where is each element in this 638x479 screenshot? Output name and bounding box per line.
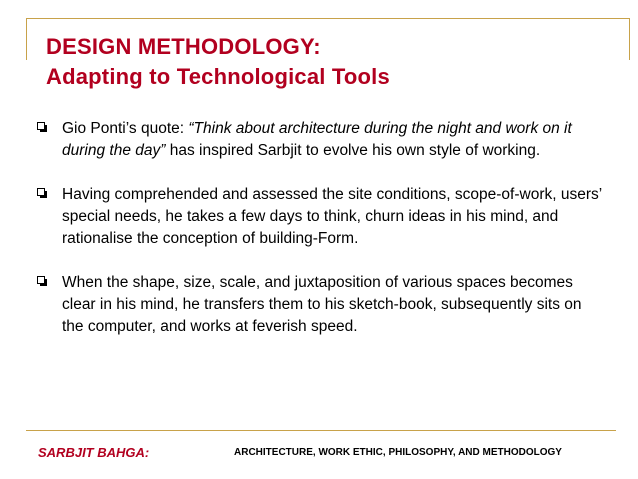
slide-title	[46, 32, 616, 92]
hollow-square-bullet-icon	[37, 122, 47, 132]
bullet-item	[36, 118, 606, 162]
bullet-prefix: Gio Ponti’s quote:	[62, 120, 189, 137]
bullet-item	[36, 184, 606, 250]
header-frame-left	[26, 18, 27, 60]
bullet-text	[62, 118, 606, 162]
bullet-text: When the shape, size, scale, and juxtaposition of various spaces becomes clear in his mind, he transfers them to his sketch-book, subsequently sits on the computer, and works at feverish speed.	[62, 274, 582, 335]
hollow-square-bullet-icon	[37, 276, 47, 286]
title-line-2: Adapting to Technological Tools	[46, 64, 390, 89]
hollow-square-bullet-icon	[37, 188, 47, 198]
ponti-quote: “Think about architecture during the night and work on it during the day”	[62, 120, 572, 159]
bullet-list	[36, 118, 606, 360]
footer-divider	[26, 430, 616, 431]
bullet-text: Having comprehended and assessed the site conditions, scope-of-work, users’ special needs, he takes a few days to think, churn ideas in his mind, and rationalise the conception of building-Form.	[62, 186, 602, 247]
header-frame-right	[629, 18, 630, 60]
title-line-1: DESIGN METHODOLOGY:	[46, 34, 321, 59]
footer-author: SARBJIT BAHGA:	[38, 445, 150, 460]
bullet-suffix: has inspired Sarbjit to evolve his own style of working.	[165, 142, 541, 159]
footer-subtitle: ARCHITECTURE, WORK ETHIC, PHILOSOPHY, AND METHODOLOGY	[234, 447, 562, 458]
header-frame-top	[26, 18, 630, 19]
bullet-item	[36, 272, 606, 338]
